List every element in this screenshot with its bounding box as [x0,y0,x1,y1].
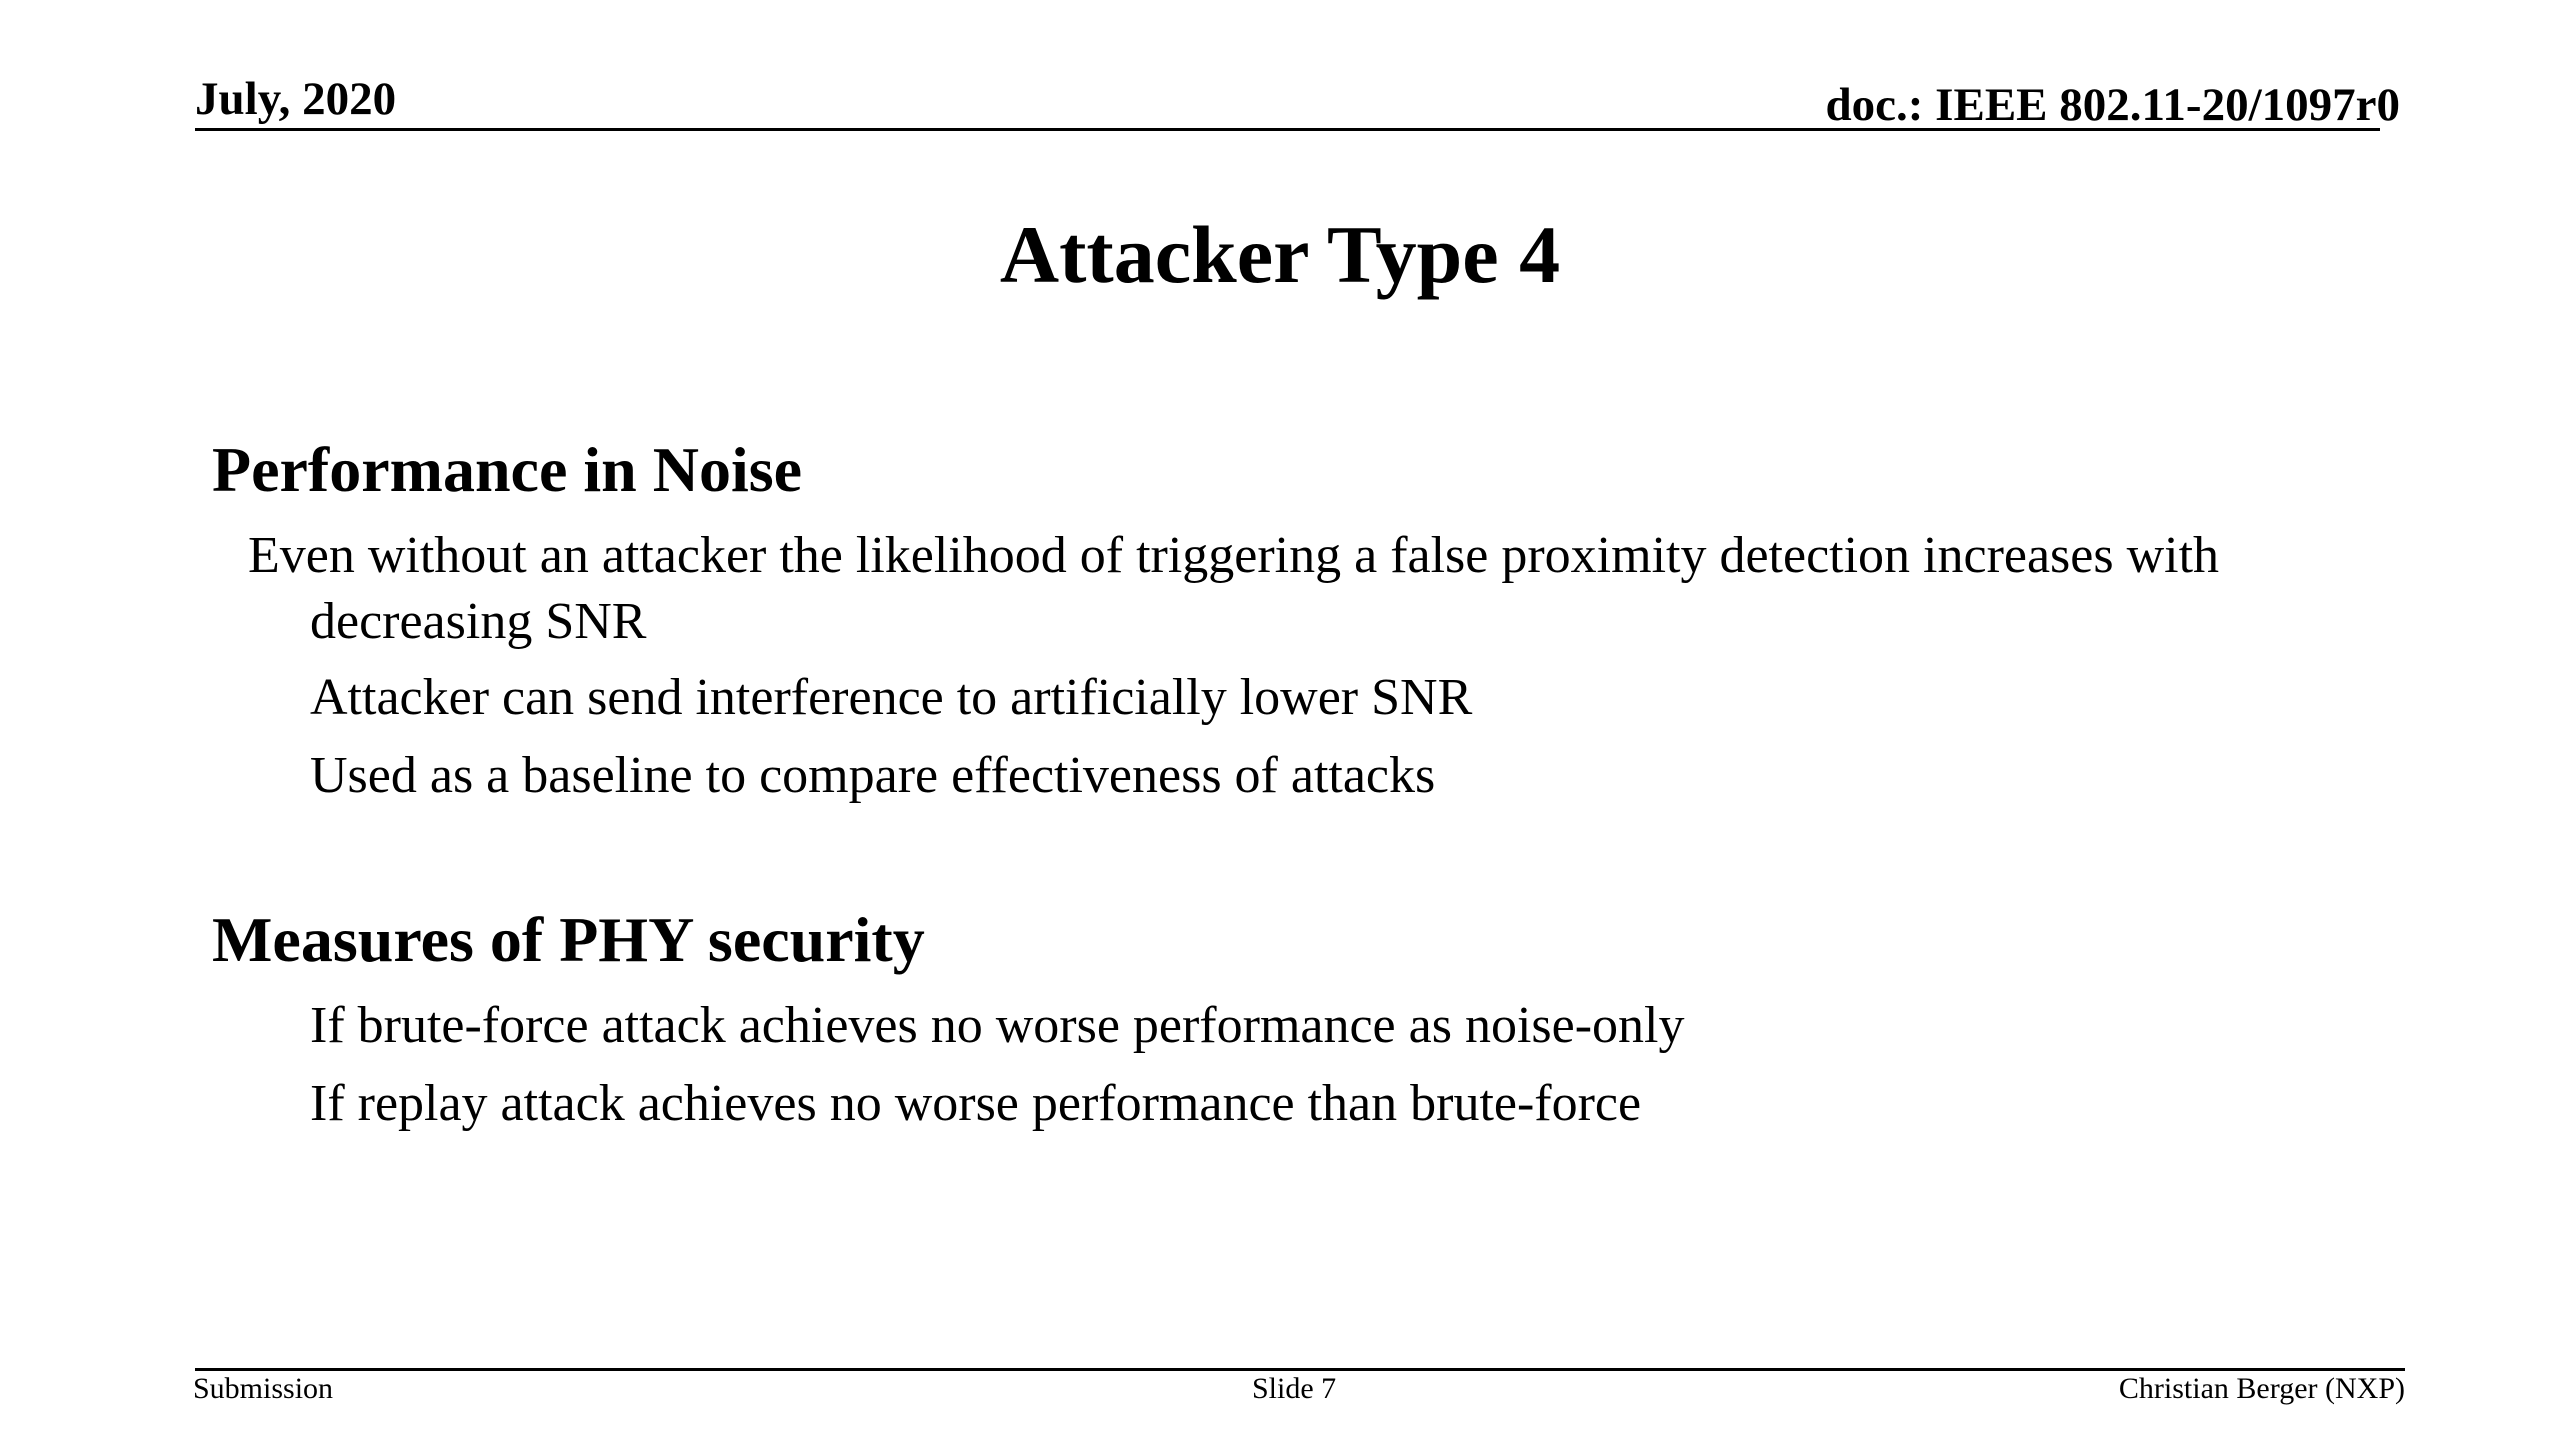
bullet-noise-1: Even without an attacker the likelihood of triggering a false proximity detection increases with decreasing SNR [248,527,2220,650]
bullet-phy-1: If brute-force attack achieves no worse performance as noise-only [310,997,1685,1054]
header-doc-id: doc.: IEEE 802.11-20/1097r0 [1825,79,2400,131]
footer-slide-number: Slide 7 [1252,1372,1337,1405]
footer-author: Christian Berger (NXP) [2118,1372,2405,1405]
header-divider [195,128,2380,131]
section-heading-noise: Performance in Noise [212,434,803,505]
footer-divider [195,1368,2405,1371]
bullet-noise-3: Used as a baseline to compare effectiveness of attacks [310,747,1436,804]
bullet-phy-2: If replay attack achieves no worse performance than brute-force [310,1075,1642,1132]
header-date: July, 2020 [195,73,397,125]
footer-submission: Submission [193,1372,334,1405]
section-heading-phy-security: Measures of PHY security [212,904,925,975]
bullet-noise-2: Attacker can send interference to artificially lower SNR [310,669,1473,726]
slide-title: Attacker Type 4 [999,209,1561,300]
